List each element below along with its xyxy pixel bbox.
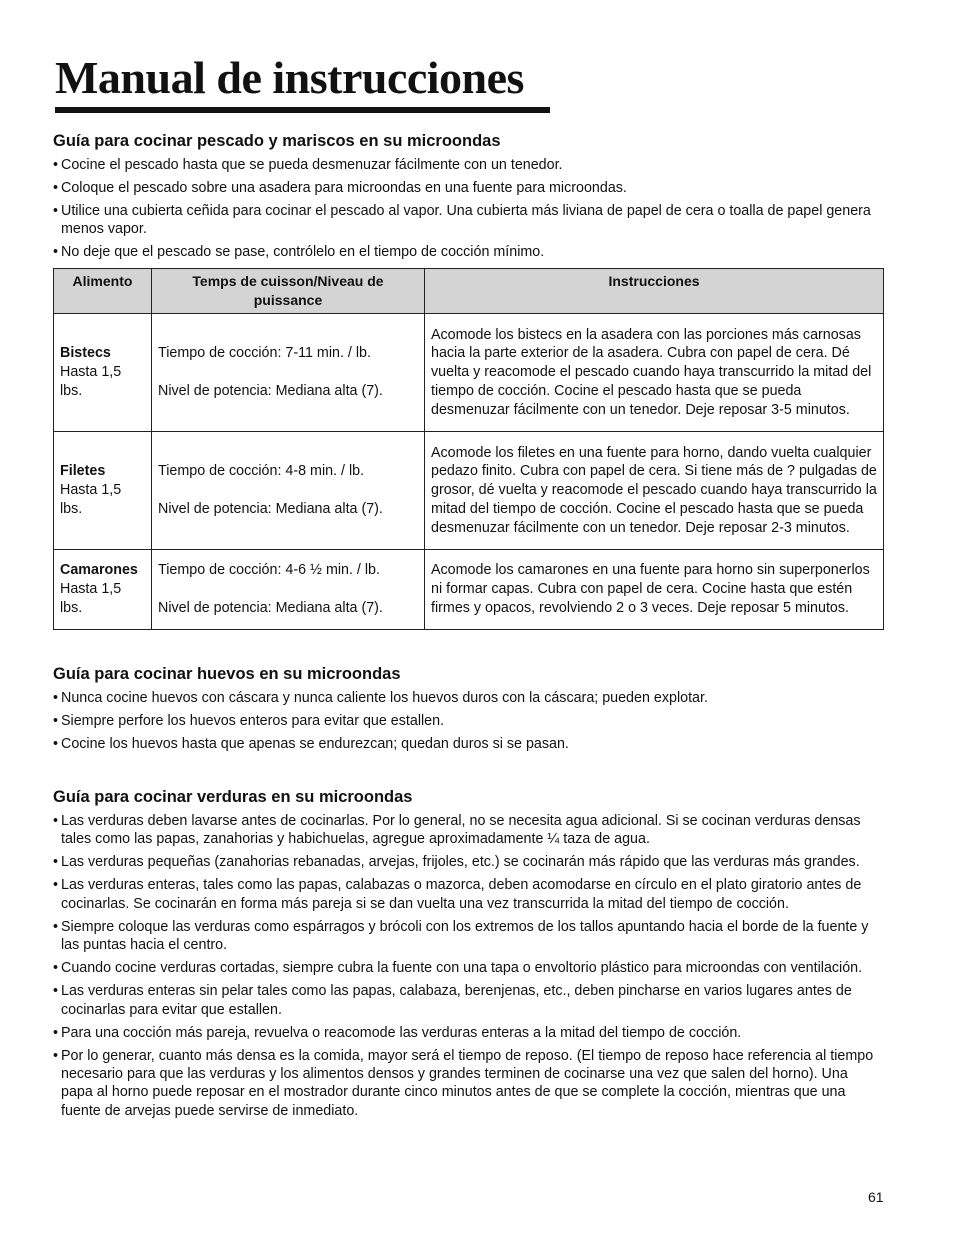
list-item: • Las verduras deben lavarse antes de cocinarlas. Por lo general, no se necesita agua adicional. Si se cocinan verduras densas tales como las papas, zanahorias y habichuelas, agregue aproximadamente ¼ taza de agua. [53, 812, 883, 849]
vegetables-section [53, 787, 883, 1125]
page-number: 61 [868, 1189, 884, 1205]
fish-bullet-list [53, 156, 883, 262]
food-name: Camarones [60, 562, 138, 579]
list-item: • Cocine los huevos hasta que apenas se endurezcan; quedan duros si se pasan. [53, 735, 883, 753]
time-power-cell [152, 314, 425, 432]
column-header-food: Alimento [54, 269, 152, 314]
list-item: • Las verduras enteras, tales como las papas, calabazas o mazorca, deben acomodarse en círculo en el plato giratorio antes de cocinarlas. Se cocinarán en forma más pareja si se dan vuelta una vez transcurrida la mitad del tiempo de cocción. [53, 876, 883, 913]
food-amount: Hasta 1,5 lbs. [60, 364, 122, 399]
power-level: Nivel de potencia: Mediana alta (7). [158, 599, 383, 616]
column-header-instructions: Instrucciones [425, 269, 884, 314]
power-level: Nivel de potencia: Mediana alta (7). [158, 382, 383, 399]
table-row [54, 550, 884, 630]
list-item: • Las verduras enteras sin pelar tales como las papas, calabaza, berenjenas, etc., deben pincharse en varios lugares antes de cocinarlas para evitar que estallen. [53, 982, 883, 1019]
column-header-time-power: Temps de cuisson/Niveau de puissance [152, 269, 425, 314]
vegetables-heading: Guía para cocinar verduras en su microondas [53, 788, 413, 806]
food-cell [54, 550, 152, 630]
cooking-time: Tiempo de cocción: 7-11 min. / lb. [158, 345, 371, 362]
instructions-cell: Acomode los bistecs en la asadera con las porciones más carnosas hacia la parte exterior de la asadera. Cubra con papel de cera. Dé vuelta y reacomode el pescado cuando haya transcurrido la mitad del tiempo de cocción. Cocine el pescado hasta que se pueda desmenuzar fácilmente con un tenedor. Deje reposar 3-5 minutos. [425, 314, 884, 432]
list-item: • Nunca cocine huevos con cáscara y nunca caliente los huevos duros con la cáscara; pueden explotar. [53, 689, 883, 707]
list-item: • Cuando cocine verduras cortadas, siempre cubra la fuente con una tapa o envoltorio plástico para microondas con ventilación. [53, 959, 883, 977]
list-item: • Siempre coloque las verduras como espárragos y brócoli con los extremos de los tallos apuntando hacia el borde de la fuente y las puntas hacia el centro. [53, 918, 883, 955]
table-row [54, 314, 884, 432]
vegetables-bullet-list [53, 812, 883, 1120]
list-item: • Cocine el pescado hasta que se pueda desmenuzar fácilmente con un tenedor. [53, 156, 883, 174]
list-item: • Por lo generar, cuanto más densa es la comida, mayor será el tiempo de reposo. (El tiempo de reposo hace referencia al tiempo necesario para que las verduras y los alimentos densos y grandes terminen de cocinarse una vez que salen del horno). Una papa al horno puede reposar en el mostrador durante cinco minutos antes de que se complete la cocción, mientras que una fuente de arvejas puede servirse de inmediato. [53, 1047, 883, 1121]
food-amount: Hasta 1,5 lbs. [60, 482, 122, 517]
food-name: Filetes [60, 463, 106, 480]
food-cell [54, 314, 152, 432]
list-item: • Siempre perfore los huevos enteros para evitar que estallen. [53, 712, 883, 730]
food-name: Bistecs [60, 345, 111, 362]
list-item: • Para una cocción más pareja, revuelva o reacomode las verduras enteras a la mitad del tiempo de cocción. [53, 1024, 883, 1042]
fish-section [53, 131, 883, 266]
title-underline [55, 107, 550, 113]
eggs-bullet-list [53, 689, 883, 753]
instructions-cell: Acomode los filetes en una fuente para horno, dando vuelta cualquier pedazo finito. Cubra con papel de cera. Si tiene más de ? pulgadas de grosor, dé vuelta y reacomode el pescado cuando haya transcurrido la mitad del tiempo de cocción. Cocine el pescado hasta que se pueda desmenuzar fácilmente con un tenedor. Deje reposar 2-3 minutos. [425, 432, 884, 550]
fish-heading: Guía para cocinar pescado y mariscos en su microondas [53, 132, 501, 150]
food-amount: Hasta 1,5 lbs. [60, 581, 122, 616]
table-row [54, 432, 884, 550]
instructions-cell: Acomode los camarones en una fuente para horno sin superponerlos ni formar capas. Cubra con papel de cera. Cocine hasta que estén firmes y opacos, revolviendo 2 o 3 veces. Deje reposar 5 minutos. [425, 550, 884, 630]
time-power-cell [152, 432, 425, 550]
list-item: • No deje que el pescado se pase, contrólelo en el tiempo de cocción mínimo. [53, 243, 883, 261]
fish-cooking-table [53, 268, 884, 630]
eggs-section [53, 664, 883, 758]
food-cell [54, 432, 152, 550]
table-header-row [54, 269, 884, 314]
page-title: Manual de instrucciones [55, 52, 524, 103]
list-item: • Las verduras pequeñas (zanahorias rebanadas, arvejas, frijoles, etc.) se cocinarán más rápido que las verduras más grandes. [53, 853, 883, 871]
time-power-cell [152, 550, 425, 630]
list-item: • Utilice una cubierta ceñida para cocinar el pescado al vapor. Una cubierta más liviana de papel de cera o toalla de papel genera menos vapor. [53, 202, 883, 239]
cooking-time: Tiempo de cocción: 4-6 ½ min. / lb. [158, 562, 380, 579]
eggs-heading: Guía para cocinar huevos en su microondas [53, 665, 401, 683]
cooking-time: Tiempo de cocción: 4-8 min. / lb. [158, 463, 365, 480]
power-level: Nivel de potencia: Mediana alta (7). [158, 500, 383, 517]
list-item: • Coloque el pescado sobre una asadera para microondas en una fuente para microondas. [53, 179, 883, 197]
